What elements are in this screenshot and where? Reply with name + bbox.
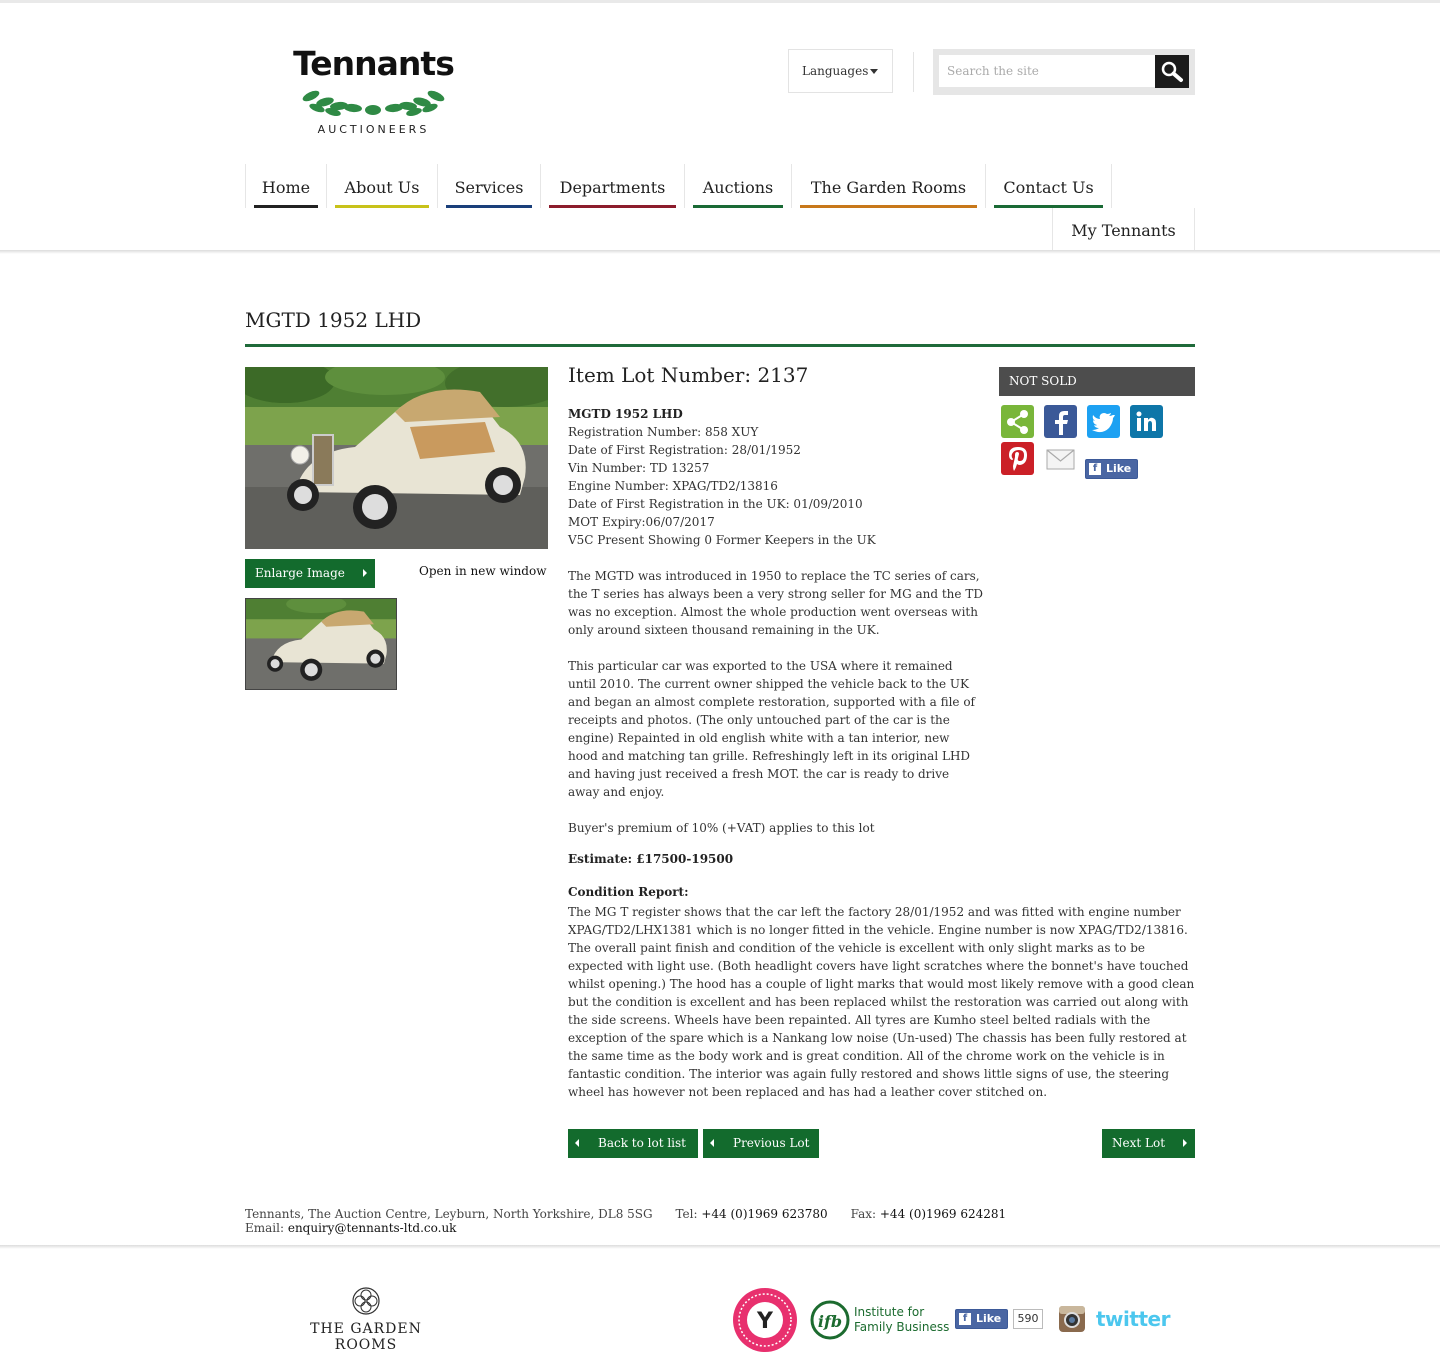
ifb-line-1: Institute for (854, 1305, 925, 1319)
tennants-logo[interactable] (291, 44, 456, 139)
twitter-icon[interactable] (1087, 405, 1120, 438)
lot-main-image[interactable] (245, 367, 548, 549)
yorkshire-badge-icon[interactable] (731, 1286, 799, 1354)
footer-contact (245, 1207, 1006, 1221)
logo-name: Tennants (293, 44, 454, 83)
back-to-lot-list-label: Back to lot list (598, 1136, 686, 1150)
footer-facebook-like-button[interactable] (955, 1309, 1008, 1329)
facebook-f-icon: f (1089, 463, 1101, 475)
footer-fax: +44 (0)1969 624281 (879, 1207, 1007, 1221)
detail-v5c: V5C Present Showing 0 Former Keepers in the UK (568, 533, 876, 547)
facebook-f-icon: f (959, 1313, 971, 1325)
nav-garden-rooms-label: The Garden Rooms (810, 178, 967, 197)
ifb-mark-icon (810, 1300, 850, 1340)
nav-departments-underline (549, 205, 676, 208)
languages-label: Languages (802, 64, 869, 78)
page-title: MGTD 1952 LHD (245, 308, 422, 332)
header-shadow (0, 250, 1440, 254)
nav-services[interactable] (438, 164, 541, 208)
top-border (0, 0, 1440, 3)
nav-auctions-underline (693, 205, 783, 208)
nav-services-label: Services (454, 178, 524, 197)
nav-about-us-label: About Us (344, 178, 420, 197)
description-paragraph-1: The MGTD was introduced in 1950 to replace the TC series of cars, the T series has always been a very strong seller for MG and the TD was no exception. Almost the whole production went overseas with only around sixteen thousand remaining in the UK. (568, 569, 983, 637)
nav-home-label: Home (261, 178, 311, 197)
buyers-premium: Buyer's premium of 10% (+VAT) applies to this lot (568, 821, 875, 835)
nav-services-underline (446, 205, 532, 208)
pinterest-icon[interactable] (1001, 442, 1034, 475)
footer-address: Tennants, The Auction Centre, Leyburn, North Yorkshire, DL8 5SG (245, 1207, 653, 1221)
detail-registration: Registration Number: 858 XUY (568, 425, 759, 439)
header-divider (913, 52, 914, 92)
email-icon[interactable] (1044, 442, 1077, 475)
nav-garden-rooms-underline (800, 205, 977, 208)
next-lot-label: Next Lot (1112, 1136, 1166, 1150)
detail-vin: Vin Number: TD 13257 (568, 461, 710, 475)
nav-about-us[interactable] (327, 164, 438, 208)
nav-contact-us[interactable] (986, 164, 1112, 208)
previous-lot-label: Previous Lot (733, 1136, 810, 1150)
car-photo (245, 367, 548, 549)
estimate: Estimate: £17500-19500 (568, 852, 734, 866)
languages-dropdown[interactable] (788, 49, 893, 93)
facebook-icon[interactable] (1044, 405, 1077, 438)
condition-report-text: The MG T register shows that the car left the factory 28/01/1952 and was fitted with engine number XPAG/TD2/LHX1381 which is no longer fitted in the vehicle. Engine number is now XPAG/TD2/13816. The overall paint finish and condition of the vehicle is excellent with only slight marks as to be expected with light use. (Both headlight covers have light scratches where the bonnet's have touched whilst opening.) The hood has a couple of light marks that would most likely remove with a good clean but the condition is excellent and has been replaced whilst the restoration was carried out along with the side screens. Wheels have been repainted. All tyres are Kumho steel belted radials with the exception of the spare which is a Nankang low noise (Un-used) The chassis has been fully restored at the same time as the body work and is great condition. All of the chrome work on the vehicle is in fantastic condition. The interior was again fully restored and shows little signs of use, the steering wheel has however not been replaced and has had a leather cover stitched on. (568, 905, 1195, 1099)
arrow-left-icon (710, 1139, 714, 1147)
back-to-lot-list-button[interactable] (568, 1129, 698, 1158)
lot-thumbnail[interactable] (245, 598, 397, 690)
nav-contact-us-label: Contact Us (1003, 178, 1094, 197)
nav-auctions[interactable] (685, 164, 792, 208)
nav-departments[interactable] (541, 164, 685, 208)
linkedin-icon[interactable] (1130, 405, 1163, 438)
lot-description (568, 405, 983, 855)
detail-uk-registration: Date of First Registration in the UK: 01/09/2010 (568, 497, 863, 511)
footer-divider (0, 1245, 1440, 1249)
footer-email-link[interactable]: enquiry@tennants-ltd.co.uk (287, 1221, 457, 1235)
enlarge-image-button[interactable] (245, 559, 375, 588)
search-input[interactable] (939, 55, 1155, 87)
like-label: Like (1106, 462, 1132, 475)
garden-rooms-logo[interactable] (280, 1286, 452, 1353)
open-new-window-link[interactable]: Open in new window (419, 564, 547, 578)
nav-garden-rooms[interactable] (792, 164, 986, 208)
lot-name: MGTD 1952 LHD (568, 407, 683, 421)
instagram-icon[interactable] (1058, 1305, 1086, 1333)
search-box (933, 49, 1195, 95)
facebook-like-button[interactable] (1085, 459, 1138, 479)
ifb-text (854, 1305, 949, 1335)
ifb-line-2: Family Business (854, 1320, 950, 1334)
arrow-right-icon (363, 569, 367, 577)
yorkshire-mark: Y (757, 1309, 773, 1334)
description-paragraph-2: This particular car was exported to the USA where it remained until 2010. The current owner shipped the vehicle back to the UK and began an almost complete restoration, supported with a file of receipts and photos. (The only untouched part of the car is the engine) Repainted in old english white with a tan interior, new hood and matching tan grille. Refreshingly left in its original LHD and having just received a fresh MOT. the car is ready to drive away and enjoy. (568, 659, 975, 799)
enlarge-image-label: Enlarge Image (255, 566, 345, 580)
nav-my-tennants[interactable]: My Tennants (1052, 208, 1195, 251)
ifb-mark: ifb (817, 1312, 843, 1331)
share-icon[interactable] (1001, 405, 1034, 438)
footer-fax-label: Fax: (850, 1207, 877, 1221)
nav-home[interactable] (245, 164, 327, 208)
nav-departments-label: Departments (559, 178, 666, 197)
facebook-like-count: 590 (1013, 1309, 1043, 1329)
nav-about-us-underline (335, 205, 429, 208)
arrow-left-icon (575, 1139, 579, 1147)
caret-down-icon (870, 69, 878, 74)
garden-rooms-emblem-icon (351, 1286, 381, 1316)
car-thumbnail-photo (246, 599, 397, 690)
search-button[interactable] (1155, 55, 1189, 88)
footer-tel[interactable]: +44 (0)1969 623780 (701, 1207, 828, 1221)
twitter-wordmark[interactable]: twitter (1096, 1307, 1170, 1331)
search-icon (1155, 55, 1189, 88)
footer-email-line (245, 1221, 456, 1235)
footer-tel-label: Tel: (675, 1207, 698, 1221)
footer-like-label: Like (976, 1312, 1002, 1325)
nav-auctions-label: Auctions (702, 178, 774, 197)
detail-mot: MOT Expiry:06/07/2017 (568, 515, 715, 529)
logo-subtitle: AUCTIONEERS (317, 123, 430, 136)
detail-engine: Engine Number: XPAG/TD2/13816 (568, 479, 778, 493)
garden-rooms-text: THE GARDEN ROOMS (310, 1321, 422, 1353)
arrow-right-icon (1183, 1139, 1187, 1147)
detail-first-registration: Date of First Registration: 28/01/1952 (568, 443, 801, 457)
footer-email-label: Email: (245, 1221, 285, 1235)
previous-lot-button[interactable] (703, 1129, 819, 1158)
laurel-icon (291, 84, 456, 118)
status-badge: NOT SOLD (999, 367, 1195, 396)
condition-report-title: Condition Report: (568, 885, 689, 899)
next-lot-button[interactable] (1102, 1129, 1195, 1158)
title-divider (245, 344, 1195, 347)
ifb-logo[interactable] (810, 1300, 950, 1340)
lot-number-heading: Item Lot Number: 2137 (568, 363, 809, 387)
nav-home-underline (254, 205, 318, 208)
